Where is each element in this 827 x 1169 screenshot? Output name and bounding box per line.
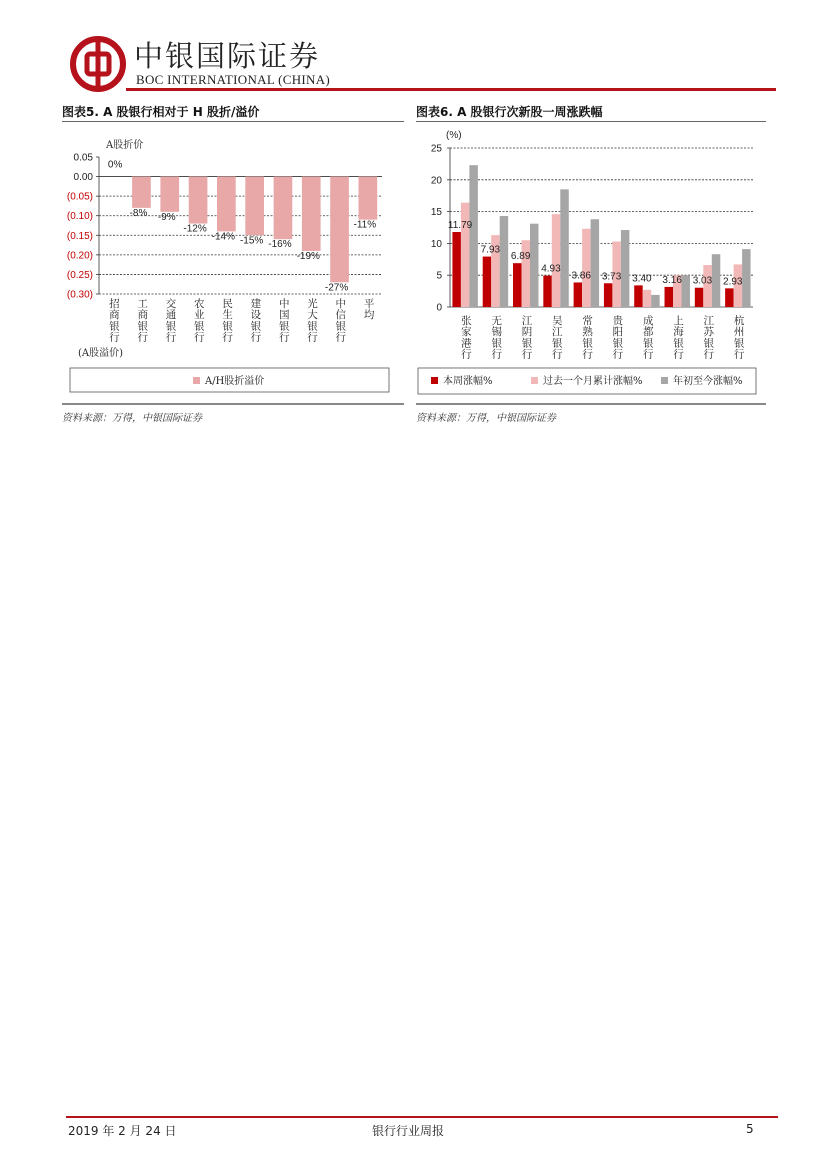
bar-ytd [742,249,750,307]
bar-monthly [552,214,560,307]
y-tick-label: (0.15) [66,230,93,242]
figure6-bottom-rule [416,403,766,405]
data-label: 3.16 [662,274,682,286]
x-tick-label: 无锡银行 [491,315,502,361]
y-tick-label: (0.30) [66,289,93,301]
data-label: 6.89 [510,251,531,263]
data-label: -11% [353,219,377,231]
x-tick-label: 工商银行 [137,298,148,344]
figure6-source: 资料来源：万得，中银国际证券 [416,413,556,424]
bar-monthly [461,203,469,307]
bar [359,177,378,220]
figure5-title: 图表5. A 股银行相对于 H 股折/溢价 [62,105,260,119]
x-tick-label: 江阴银行 [521,315,533,361]
bar-weekly [513,263,521,307]
x-tick-label: 杭州银行 [733,315,745,361]
y-tick-label: 25 [430,143,442,155]
data-label: -15% [239,235,264,247]
legend-label: A/H股折溢价 [205,376,265,387]
data-label: -14% [211,231,236,243]
legend-swatch [531,377,538,384]
bar-ytd [712,254,720,307]
figure5-source: 资料来源：万得，中银国际证券 [62,413,202,424]
y-tick-label: (0.25) [66,269,93,281]
bar-weekly [483,257,491,307]
x-tick-label: 贵阳银行 [612,315,624,361]
data-label: 0% [107,159,123,171]
data-label: 2.93 [723,276,743,288]
x-tick-label: 平均 [363,298,375,322]
y-tick-label: 15 [430,207,442,219]
bar-weekly [695,288,703,307]
x-tick-label: 吴江银行 [552,315,563,361]
y-tick-label: 10 [430,238,442,250]
x-tick-label: 农业银行 [194,298,205,344]
data-label: -9% [157,211,176,223]
bar-ytd [500,216,508,307]
y-tick-label: (0.05) [66,191,93,203]
data-label: 4.93 [541,263,561,275]
boc-logo-icon [70,36,126,92]
legend-swatch [193,377,200,384]
bar-weekly [634,285,642,307]
figure5-bottom-rule [62,403,404,405]
x-tick-label: 江苏银行 [703,315,715,361]
bar-ytd [651,295,659,307]
x-tick-label: 常熟银行 [582,315,593,361]
y-tick-label: 5 [436,270,442,282]
figure6-title: 图表6. A 股银行次新股一周涨跌幅 [416,105,603,119]
legend-swatch [661,377,668,384]
y-tick-label: 0.05 [73,152,93,164]
x-tick-label: 招商银行 [109,298,120,344]
bar-ytd [560,189,568,307]
bar [160,177,179,212]
x-tick-label: 中国银行 [278,298,290,344]
bar-ytd [621,230,629,307]
bar-monthly [582,229,590,307]
y-tick-label: 20 [430,175,442,187]
bar-weekly [452,232,460,307]
footer-page-number: 5 [746,1122,754,1136]
bar [245,177,264,236]
data-label: -27% [324,282,349,294]
data-label: 3.40 [632,273,652,285]
y-tick-label: (0.20) [66,250,93,262]
data-label: -12% [183,223,207,235]
y-unit-label: (%) [446,130,462,141]
bar [330,177,349,283]
footer-rule [66,1116,778,1118]
legend-label: 过去一个月累计涨幅% [543,376,643,387]
data-label: -16% [268,239,292,251]
y-axis-label-top: A股折价 [106,140,144,151]
x-tick-label: 上海银行 [673,315,684,361]
bar-weekly [543,276,551,307]
x-tick-label: 光大银行 [307,298,318,344]
y-tick-label: (0.10) [66,211,93,223]
bar-weekly [574,282,582,307]
bar [189,177,208,224]
x-tick-label: 中信银行 [335,298,347,344]
data-label: 7.93 [480,244,501,256]
legend-label: 本周涨幅% [443,376,493,387]
figure5-chart [62,126,404,401]
x-tick-label: 张家港行 [461,315,472,361]
footer-report-type: 银行行业周报 [372,1124,445,1138]
bar [217,177,236,232]
bar-monthly [643,290,651,307]
x-tick-label: 成都银行 [642,315,654,361]
x-tick-label: 建设银行 [250,298,262,344]
bar [132,177,151,208]
figure6-chart [416,126,766,401]
x-tick-label: 交通银行 [165,298,177,344]
bar-ytd [591,219,599,307]
bar-ytd [530,224,538,307]
brand-name-cn: 中银国际证券 [134,39,321,73]
y-tick-label: 0 [436,302,442,314]
data-label: 3.86 [571,270,591,282]
figure6-top-rule [416,121,766,122]
bar-ytd [469,165,477,307]
data-label: 3.03 [692,275,713,287]
footer-date: 2019 年 2 月 24 日 [68,1124,177,1138]
y-axis-label-bottom: (A股溢价) [78,348,124,359]
y-tick-label: 0.00 [73,172,93,184]
legend-swatch [431,377,438,384]
data-label: 3.73 [601,271,622,283]
bar [274,177,293,240]
data-label: -19% [296,250,320,262]
x-tick-label: 民生银行 [222,298,233,344]
header-rule [126,88,776,91]
data-label: -8% [129,207,148,219]
bar-ytd [681,275,689,307]
data-label: 11.79 [447,220,473,232]
bar-weekly [604,283,612,307]
legend-label: 年初至今涨幅% [673,376,743,387]
bar [302,177,321,251]
bar-weekly [665,287,673,307]
bar-weekly [725,288,733,307]
figure5-top-rule [62,121,404,122]
brand-name-en: BOC INTERNATIONAL (CHINA) [136,72,331,87]
